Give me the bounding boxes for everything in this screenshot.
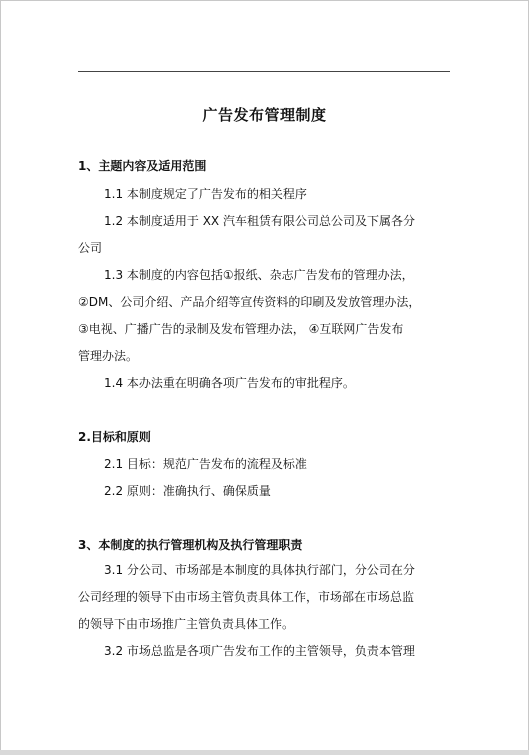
paragraph-line: 3.1 分公司、市场部是本制度的具体执行部门，分公司在分 — [104, 563, 415, 577]
paragraph-line: 1.2 本制度适用于 XX 汽车租赁有限公司总公司及下属各分 — [104, 214, 415, 228]
section-heading: 1、主题内容及适用范围 — [78, 159, 207, 173]
paragraph-line: ③电视、广播广告的录制及发布管理办法， ④互联网广告发布 — [78, 322, 404, 336]
section-heading: 3、本制度的执行管理机构及执行管理职责 — [78, 538, 303, 552]
page-bottom-edge — [0, 750, 529, 755]
paragraph-line: 3.2 市场总监是各项广告发布工作的主管领导，负责本管理 — [104, 644, 415, 658]
header-rule — [78, 71, 450, 72]
document-title: 广告发布管理制度 — [202, 106, 327, 124]
paragraph-line: 1.1 本制度规定了广告发布的相关程序 — [104, 187, 307, 201]
paragraph-line: 公司 — [78, 241, 103, 255]
paragraph-line: 2.1 目标：规范广告发布的流程及标准 — [104, 457, 307, 471]
paragraph-line: 1.4 本办法重在明确各项广告发布的审批程序。 — [104, 376, 355, 390]
paragraph-line: 公司经理的领导下由市场主管负责具体工作，市场部在市场总监 — [78, 590, 415, 604]
paragraph-line: ②DM、公司介绍、产品介绍等宣传资料的印刷及发放管理办法， — [78, 295, 421, 309]
paragraph-line: 2.2 原则：准确执行、确保质量 — [104, 484, 271, 498]
paragraph-line: 的领导下由市场推广主管负责具体工作。 — [78, 617, 295, 631]
section-heading: 2.目标和原则 — [78, 430, 151, 444]
paragraph-line: 管理办法。 — [78, 349, 139, 363]
paragraph-line: 1.3 本制度的内容包括①报纸、杂志广告发布的管理办法， — [104, 268, 414, 282]
